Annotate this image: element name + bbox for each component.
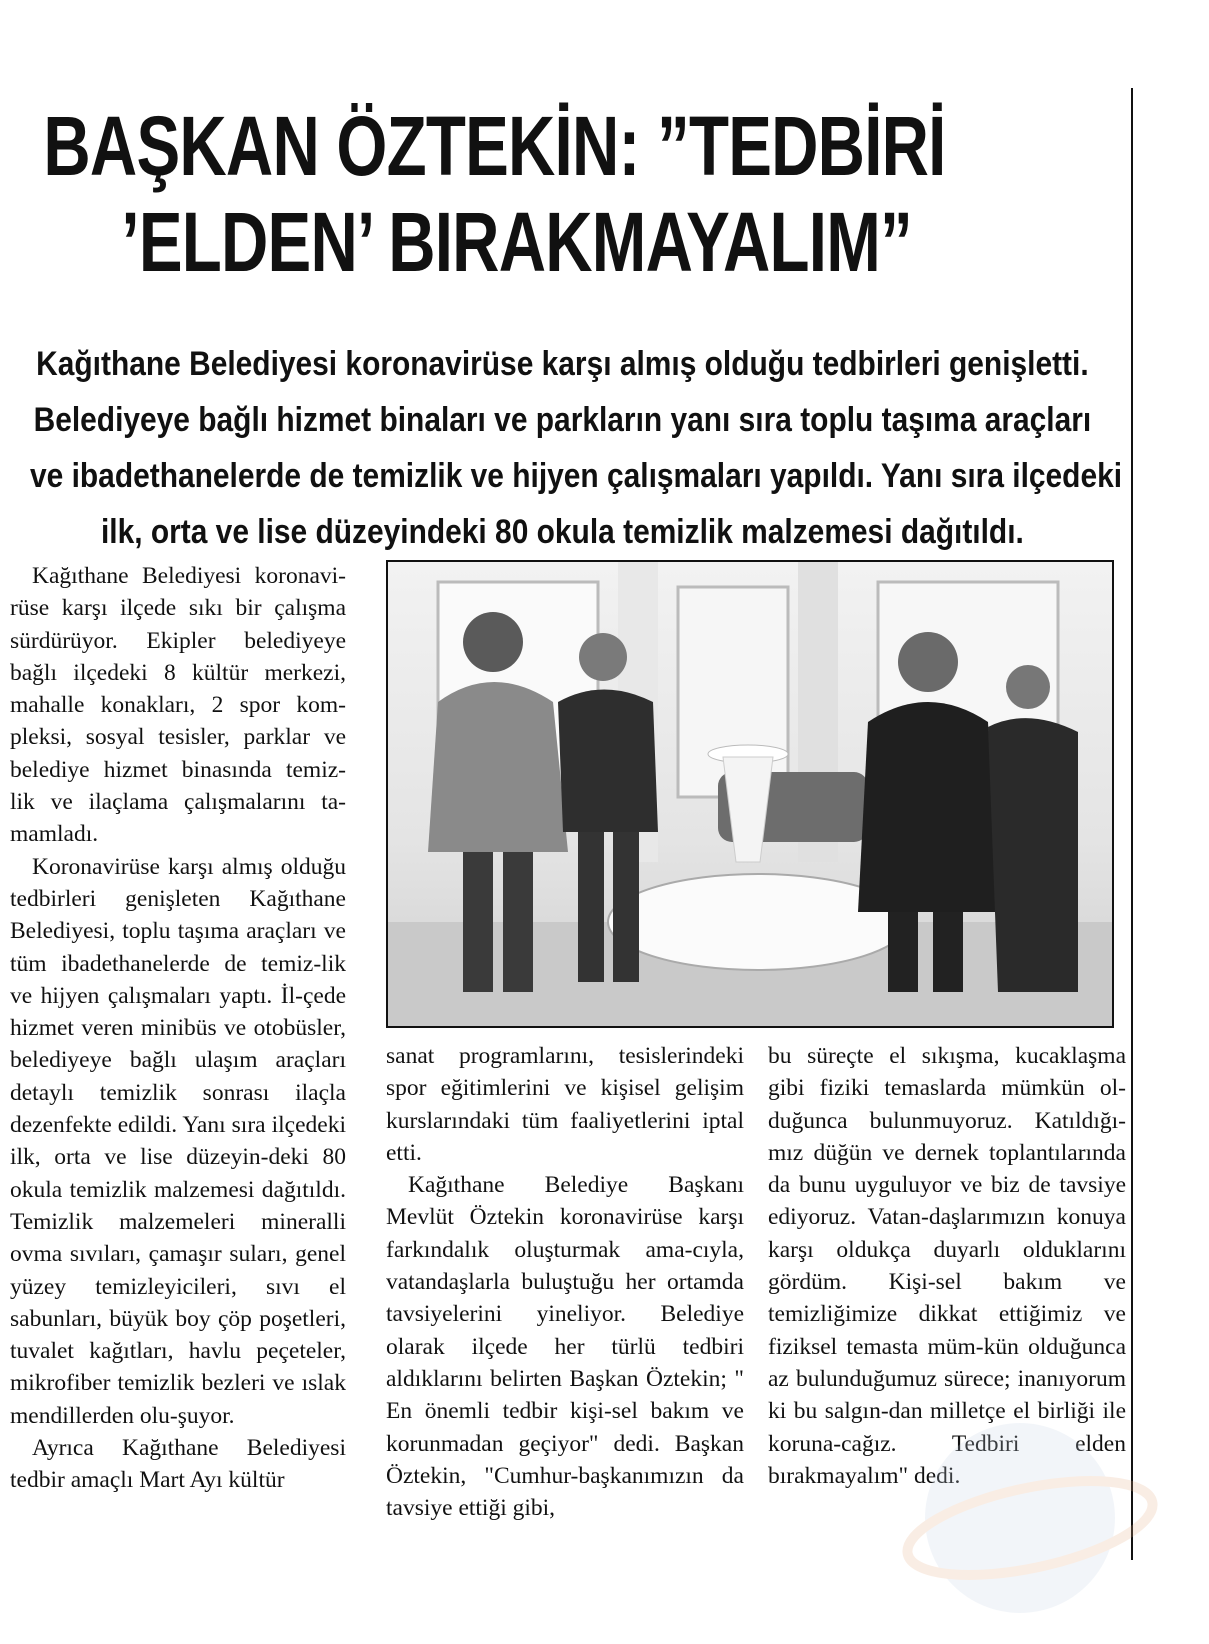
article-column-2 bbox=[386, 1040, 744, 1524]
paragraph: sanat programlarını, tesislerindeki spor eğitimlerini ve kişisel gelişim kurslarındaki tüm faaliyetlerini iptal etti. bbox=[386, 1043, 744, 1166]
deck-line-3: ve ibadethanelerde de temizlik ve hijyen çalışmaları yapıldı. Yanı sıra ilçedeki bbox=[30, 457, 1123, 495]
photo-illustration bbox=[388, 562, 1112, 1026]
paragraph: bu süreçte el sıkışma, kucaklaşma gibi fiziki temaslarda mümkün ol-duğunca bulunmuyoruz. Katıldığı-mız düğün ve dernek toplantılarında da bunu uyguluyor ve biz de tavsiye ediyoruz. Vatan-daşlarımızın konuya karşı oldukça duyarlı olduklarını gördüm. Kişi-sel bakım ve temizliğimize dikkat ettiğimiz ve fiziksel temasta müm-kün olduğunca az bulunduğumuz sürece; inanıyorum ki bu salgın-dan milletçe el birliği ile koruna-cağız. Tedbiri elden bırakmayalım" dedi. bbox=[768, 1043, 1126, 1489]
paragraph: Kağıthane Belediye Başkanı Mevlüt Öztekin koronavirüse karşı farkındalık oluşturmak ama-cıyla, vatandaşlarla buluştuğu her ortamda tavsiyelerini yineliyor. Belediye olarak ilçede her türlü tedbiri aldıklarını belirten Başkan Öztekin; " En önemli tedbir kişi-sel bakım ve korunmadan geçiyor" dedi. Başkan Öztekin, "Cumhur-başkanımızın da tavsiye ettiği gibi, bbox=[386, 1172, 744, 1522]
paragraph: Ayrıca Kağıthane Belediyesi tedbir amaçlı Mart Ayı kültür bbox=[10, 1435, 346, 1494]
paragraph: Kağıthane Belediyesi koronavi-rüse karşı ilçede sıkı bir çalışma sürdürüyor. Ekipler belediyeye bağlı ilçedeki 8 kültür merkezi, mahalle konakları, 2 spor kom-pleksi, sosyal tesisler, parklar ve belediye hizmet binasında temiz-lik ve ilaçlama çalışmalarını ta-mamladı. bbox=[10, 563, 346, 848]
article-column-1 bbox=[10, 560, 346, 1497]
headline-line-2: ’ELDEN’ BIRAKMAYALIM” bbox=[121, 195, 912, 289]
column-rule bbox=[1131, 88, 1133, 1560]
deck-line-2: Belediyeye bağlı hizmet binaları ve parkların yanı sıra toplu taşıma araçları bbox=[33, 401, 1092, 439]
deck-line-4: ilk, orta ve lise düzeyindeki 80 okula temizlik malzemesi dağıtıldı. bbox=[100, 513, 1024, 551]
headline-line-1: BAŞKAN ÖZTEKİN: ”TEDBİRİ bbox=[43, 99, 946, 193]
deck-line-1: Kağıthane Belediyesi koronavirüse karşı almış olduğu tedbirleri genişletti. bbox=[36, 345, 1089, 383]
article-photo bbox=[386, 560, 1114, 1028]
headline bbox=[20, 98, 946, 290]
deck bbox=[30, 336, 1123, 560]
paragraph: Koronavirüse karşı almış olduğu tedbirleri genişleten Kağıthane Belediyesi, toplu taşıma araçları ve tüm ibadethanelerde de temiz-lik ve hijyen çalışmaları yaptı. İl-çede hizmet veren minibüs ve otobüsler, belediyeye bağlı ulaşım araçları detaylı temizlik sonrası ilaçla dezenfekte edildi. Yanı sıra ilçedeki ilk, orta ve lise düzeyin-deki 80 okula temizlik malzemesi dağıtıldı. Temizlik malzemeleri mineralli ovma sıvıları, çamaşır suları, genel yüzey temizleyicileri, sıvı el sabunları, büyük boy çöp poşetleri, tuvalet kağıtları, havlu peçeteler, mikrofiber temizlik bezleri ve ıslak mendillerden olu-şuyor. bbox=[10, 853, 346, 1429]
watermark-logo bbox=[900, 1398, 1160, 1628]
